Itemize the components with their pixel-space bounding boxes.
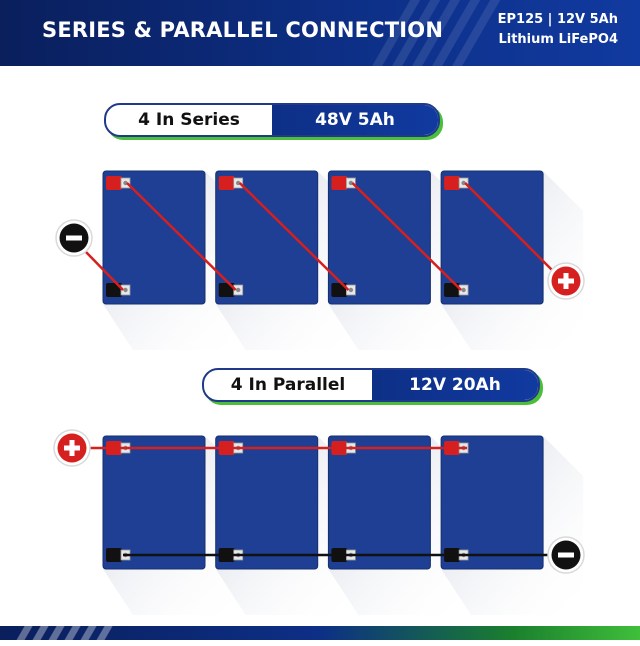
series-positive-terminal bbox=[219, 176, 243, 190]
page-title: SERIES & PARALLEL CONNECTION bbox=[42, 18, 444, 42]
footer-stripe bbox=[0, 626, 640, 640]
series-plus-icon bbox=[548, 263, 584, 299]
product-chemistry: Lithium LiFePO4 bbox=[498, 32, 618, 47]
series-minus-icon bbox=[56, 220, 92, 256]
parallel-rating: 12V 20Ah bbox=[372, 370, 538, 400]
parallel-plus-icon bbox=[54, 430, 90, 466]
series-positive-terminal bbox=[444, 176, 468, 190]
series-positive-terminal bbox=[331, 176, 355, 190]
parallel-label: 4 In Parallel bbox=[230, 375, 346, 395]
parallel-minus-icon bbox=[548, 537, 584, 573]
series-rating: 48V 5Ah bbox=[272, 105, 438, 135]
series-positive-terminal bbox=[106, 176, 130, 190]
series-label: 4 In Series bbox=[138, 110, 240, 130]
product-spec: EP125 | 12V 5Ah bbox=[497, 12, 618, 27]
